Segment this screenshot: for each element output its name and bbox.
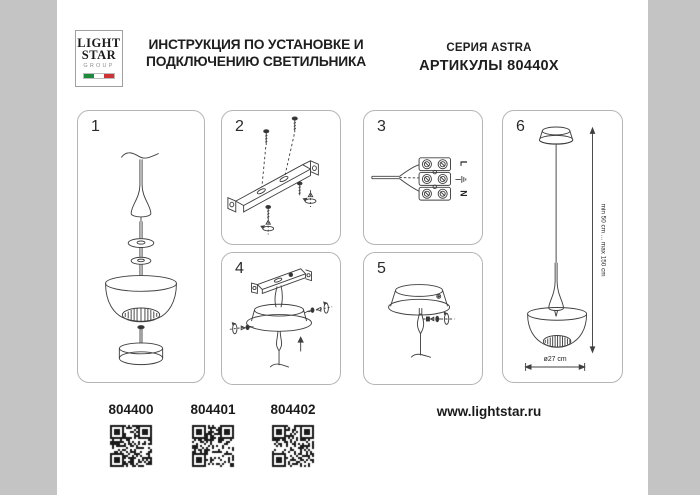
step-panel-4 [221, 252, 341, 385]
step-panel-3 [363, 110, 483, 245]
step-number: 2 [235, 118, 244, 135]
canopy-mounting-drawing [222, 253, 340, 384]
italy-flag-icon [83, 73, 115, 79]
wiring-label-live: L [458, 160, 469, 167]
logo-subtext: GROUP [83, 63, 115, 69]
website-url: www.lightstar.ru [436, 404, 542, 419]
article-code: 804400 [108, 402, 154, 417]
qr-code [190, 423, 236, 469]
screw-icon [297, 182, 302, 195]
logo-text: LIGHT [77, 36, 121, 50]
screw-icon [262, 130, 269, 188]
article-code: 804402 [270, 402, 316, 417]
height-dimension-label: min 50 cm ... max 150 cm [599, 203, 607, 277]
article-804400 [96, 402, 166, 469]
article-804402 [258, 402, 328, 469]
arrow-up-icon [298, 337, 303, 351]
cord-grip-drawing [364, 253, 482, 384]
page [57, 0, 648, 495]
articles-label: АРТИКУЛЫ 80440X [419, 58, 559, 74]
step-panel-2 [221, 110, 341, 245]
rotate-arrow-icon [303, 190, 316, 207]
article-code: 804401 [190, 402, 236, 417]
logo-text: STAR [81, 47, 117, 62]
step-number: 1 [91, 118, 100, 135]
mounting-bracket-drawing [222, 111, 340, 244]
step-number: 5 [377, 260, 386, 277]
screw-icon [230, 323, 254, 334]
diameter-dimension-label: ø27 cm [543, 356, 567, 364]
step-number: 4 [235, 260, 244, 277]
qr-code [108, 423, 154, 469]
page-title [136, 37, 376, 70]
diameter-dimension [526, 356, 585, 371]
wiring-label-neutral: N [458, 190, 469, 197]
series-block [389, 42, 589, 74]
series-label: СЕРИЯ ASTRA [446, 42, 532, 54]
earth-icon [455, 176, 465, 183]
step-number: 6 [516, 118, 525, 135]
pendant-exploded-drawing [78, 111, 204, 382]
height-dimension [590, 128, 606, 352]
title-line-1: ИНСТРУКЦИЯ ПО УСТАНОВКЕ И [148, 37, 364, 52]
step-panel-1 [77, 110, 205, 383]
terminal-unit [419, 173, 450, 186]
screw-icon [285, 117, 297, 176]
step-panel-6 [502, 110, 623, 383]
lightstar-logo [75, 30, 123, 87]
terminal-block-drawing [364, 111, 482, 244]
rotate-arrow-icon [261, 218, 274, 235]
screw-icon [305, 302, 333, 313]
article-804401 [178, 402, 248, 469]
assembled-pendant-drawing [503, 111, 622, 382]
terminal-unit [419, 158, 450, 171]
title-line-2: ПОДКЛЮЧЕНИЮ СВЕТИЛЬНИКА [145, 53, 367, 69]
step-number: 3 [377, 118, 386, 135]
qr-code [270, 423, 316, 469]
terminal-unit [419, 187, 450, 200]
step-panel-5 [363, 252, 483, 385]
screw-icon [266, 206, 271, 219]
